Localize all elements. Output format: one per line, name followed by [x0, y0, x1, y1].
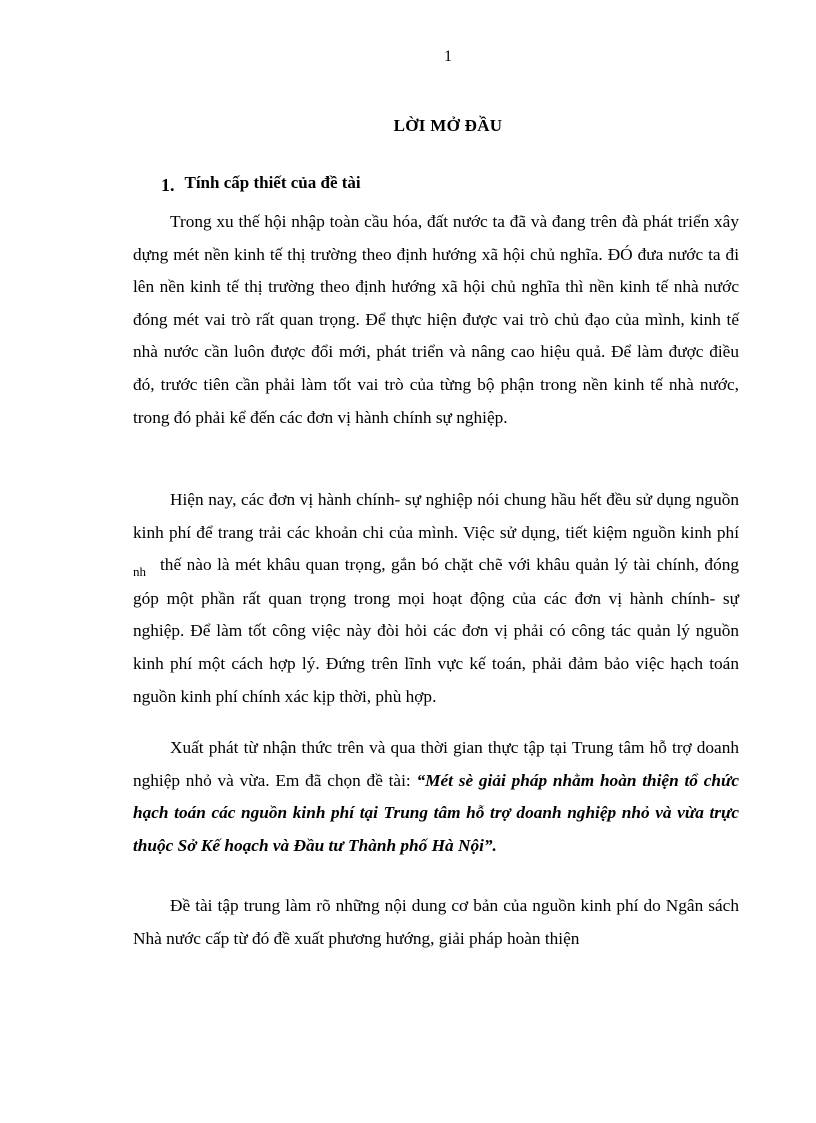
- paragraph-3-plain: Xuất phát từ nhận thức trên và qua thời gian thực tập tại Trung tâm hỗ trợ doanh nghiệp nhỏ và vừa. Em đã chọn đề tài:: [133, 738, 739, 790]
- paragraph-3-text: [133, 732, 739, 862]
- paragraph-2-after: thế nào là mét khâu quan trọng, gắn bó chặt chẽ với khâu quản lý tài chính, đóng góp một phần rất quan trọng trong mọi hoạt động của các đơn vị hành chính- sự nghiệp. Để làm tốt công việc này đòi hỏi các đơn vị phải có công tác quản lý nguồn kinh phí một cách hợp lý. Đứng trên lĩnh vực kế toán, phải đảm bảo việc hạch toán nguồn kinh phí chính xác kịp thời, phù hợp.: [133, 555, 739, 706]
- paragraph-1-text: Trong xu thế hội nhập toàn cầu hóa, đất nước ta đã và đang trên đà phát triển xây dựng mét nền kinh tế thị trường theo định hướng xã hội chủ nghĩa. ĐÓ đưa nước ta đi lên nền kinh tế thị trường theo định hướng xã hội chủ nghĩa thì nền kinh tế nhà nước đóng mét vai trò rất quan trọng. Để thực hiện được vai trò chủ đạo của mình, kinh tế nhà nước cần luôn được đổi mới, phát triển và nâng cao hiệu quả. Để làm được điều đó, trước tiên cần phải làm tốt vai trò của từng bộ phận trong nền kinh tế nhà nước, trong đó phải kể đến các đơn vị hành chính sự nghiệp.: [133, 212, 739, 427]
- paragraph-2-text: [133, 484, 739, 713]
- page-title: LỜI MỞ ĐẦU: [393, 116, 503, 135]
- section-heading-text: Tính cấp thiết của đề tài: [184, 173, 361, 192]
- paragraph-4-text: Đề tài tập trung làm rõ những nội dung cơ bản của nguồn kinh phí do Ngân sách Nhà nước cấp từ đó đề xuất phương hướng, giải pháp hoàn thiện: [133, 896, 739, 948]
- section-number: 1.: [161, 175, 175, 195]
- paragraph-2-before: Hiện nay, các đơn vị hành chính- sự nghiệp nói chung hầu hết đều sử dụng nguồn kinh phí để trang trải các khoản chi của mình. Việc sử dụng, tiết kiệm nguồn kinh phí: [133, 490, 739, 542]
- section-heading: [161, 172, 361, 193]
- paragraph-3: [133, 732, 739, 862]
- page-number: 1: [444, 48, 452, 65]
- paragraph-2-subscript: nh: [133, 564, 146, 580]
- paragraph-1: [133, 206, 739, 434]
- paragraph-2: [133, 484, 739, 713]
- thesis-topic-title: “Mét sè giải pháp nhằm hoàn thiện tổ chức hạch toán các nguồn kinh phí tại Trung tâm hỗ trợ doanh nghiệp nhỏ và vừa trực thuộc Sở Kế hoạch và Đầu tư Thành phố Hà Nội”.: [133, 770, 739, 855]
- paragraph-4: [133, 890, 739, 955]
